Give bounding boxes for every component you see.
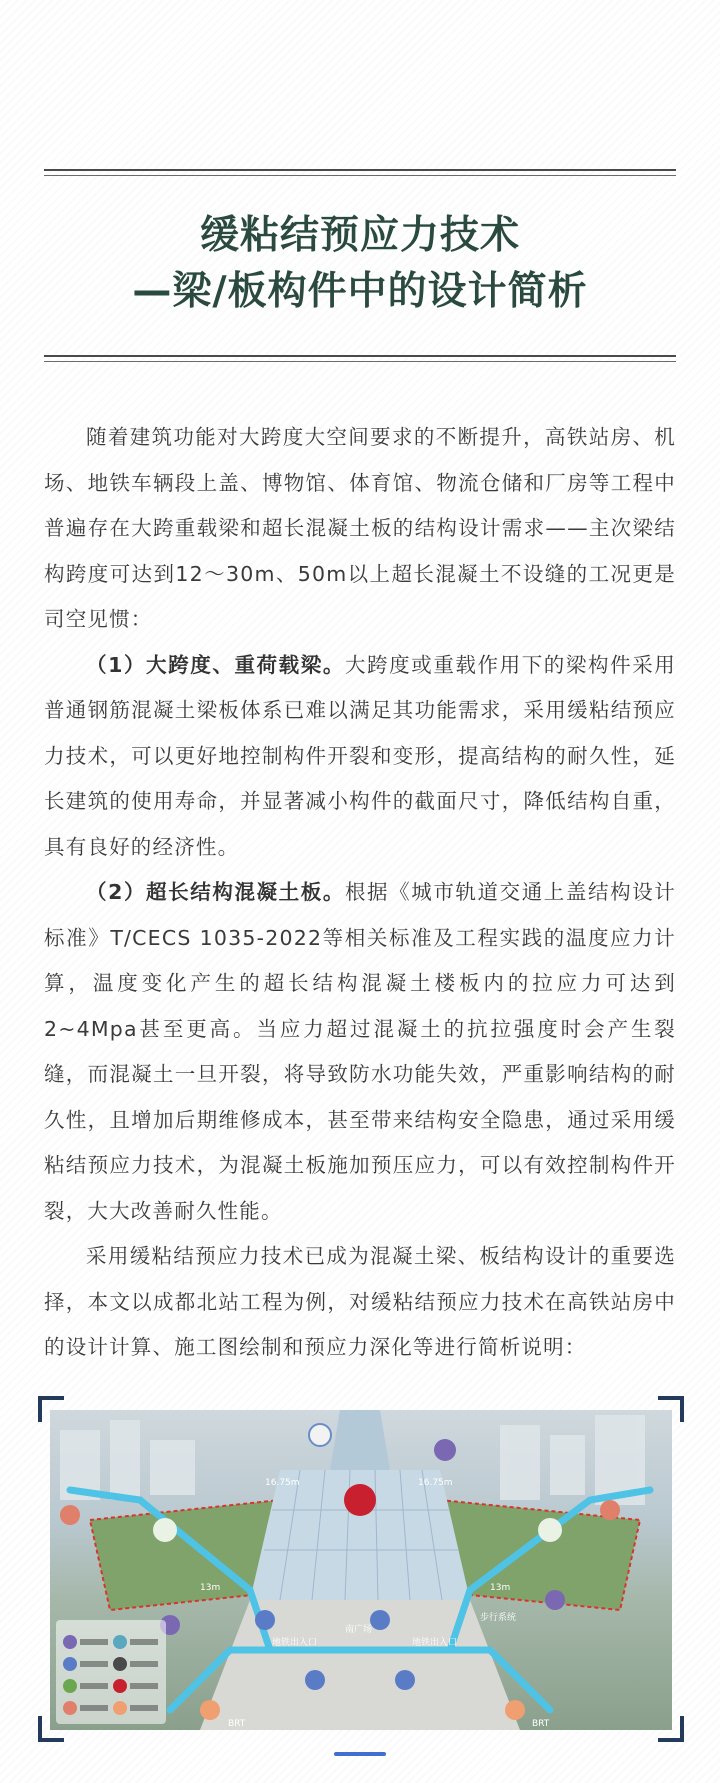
paragraph-text: 根据《城市轨道交通上盖结构设计标准》T/CECS 1035-2022等相关标准及工程实践的温度应力计算，温度变化产生的超长结构混凝土楼板内的拉应力可达到2~4Mpa甚至更高。当应力超过混凝土的抗拉强度时会产生裂缝，而混凝土一旦开裂，将导致防水功能失效，严重影响结构的耐久性，且增加后期维修成本，甚至带来结构安全隐患，通过采用缓粘结预应力技术，为混凝土板施加预压应力，可以有效控制构件开裂，大大改善耐久性能。 [44, 880, 676, 1223]
elevation-label: 13m [200, 1583, 221, 1593]
paragraph-lead: （1）大跨度、重荷载梁。 [86, 652, 345, 677]
metro-entrance-label: 地铁出入口 [272, 1638, 318, 1648]
south-plaza-label: 南广场 [345, 1625, 373, 1635]
page-indicator-bar [334, 1752, 386, 1756]
paragraph-text: 大跨度或重载作用下的梁构件采用普通钢筋混凝土梁板体系已难以满足其功能需求，采用缓粘结预应力技术，可以更好地控制构件开裂和变形，提高结构的耐久性，延长建筑的使用寿命，并显著减小构件的截面尺寸，降低结构自重，具有良好的经济性。 [44, 652, 676, 859]
paragraph-conclusion: 采用缓粘结预应力技术已成为混凝土梁、板结构设计的重要选择，本文以成都北站工程为例，对缓粘结预应力技术在高铁站房中的设计计算、施工图绘制和预应力深化等进行简析说明： [44, 1244, 676, 1359]
brt-label: BRT [228, 1719, 246, 1729]
paragraph-long-span-beams [44, 643, 676, 871]
title-rule-top [44, 169, 676, 176]
elevation-label: 16.75m [265, 1478, 300, 1488]
article-body [44, 415, 676, 1371]
metro-entrance-label: 地铁出入口 [412, 1638, 458, 1648]
paragraph-intro: 随着建筑功能对大跨度大空间要求的不断提升，高铁站房、机场、地铁车辆段上盖、博物馆、体育馆、物流仓储和厂房等工程中普遍存在大跨重载梁和超长混凝土板的结构设计需求——主次梁结构跨度可达到12～30m、50m以上超长混凝土不设缝的工况更是司空见惯： [44, 425, 676, 631]
walkway-label: 步行系统 [480, 1613, 517, 1623]
station-rendering-figure [38, 1396, 684, 1742]
title-line-2: —梁/板构件中的设计简析 [132, 269, 588, 314]
paragraph-lead: （2）超长结构混凝土板。 [86, 880, 345, 904]
title-line-1: 缓粘结预应力技术 [199, 213, 520, 258]
article-title [44, 208, 676, 320]
title-rule-bottom [44, 355, 676, 362]
brt-label: BRT [532, 1719, 550, 1729]
paragraph-super-long-slab [44, 870, 676, 1234]
elevation-label: 13m [490, 1583, 511, 1593]
elevation-label: 16.75m [418, 1478, 453, 1488]
station-rendering-image [50, 1410, 672, 1730]
